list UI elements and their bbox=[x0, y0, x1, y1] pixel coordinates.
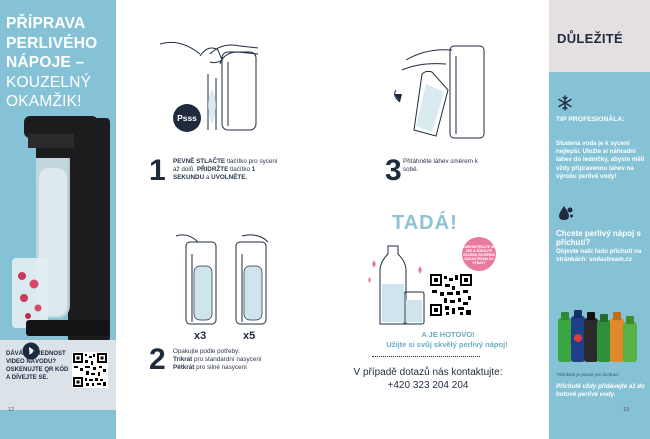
step-2-line-2-rest: pro standardní nasycení bbox=[192, 356, 262, 363]
contact-phone[interactable]: +420 323 204 204 bbox=[387, 380, 469, 391]
flavor-bottles-image bbox=[556, 308, 642, 364]
left-title-line-3: NÁPOJE – bbox=[6, 54, 85, 71]
step-2-multiplier-5: x5 bbox=[243, 330, 256, 342]
flavor-advice: Příchutě vždy přidávejte až do hotové perlivé vody. bbox=[556, 383, 645, 398]
step-1-part-7: UVOLNĚTE. bbox=[211, 174, 248, 181]
step-2-line-2-bold: Trikrát bbox=[173, 356, 193, 363]
step-2-text bbox=[173, 348, 303, 372]
done-line-1: A JE HOTOVO! bbox=[421, 330, 475, 339]
step-3-illustration bbox=[386, 40, 496, 140]
snowflake-icon bbox=[557, 95, 573, 111]
done-line-2: Užijte si svůj skvělý perlivý nápoj! bbox=[386, 340, 508, 349]
step-1-part-3: PŘIDRŽTE bbox=[196, 166, 229, 173]
pro-tip-heading: TIP PROFESIONÁLA: bbox=[556, 116, 625, 123]
register-badge[interactable]: ZAREGISTRUJTE SE ZDE A ZÍSKEJTE ZDARMA ZKUŠEBNÍ SODASTREAM DO VÝBAVY bbox=[462, 237, 496, 271]
flavor-drop-icon bbox=[558, 204, 574, 222]
video-guide-title: DÁVÁTE PŘEDNOST VIDEO NÁVODU? bbox=[6, 351, 66, 365]
step-1-part-2: tlačítko pro sycení až dolů. bbox=[173, 158, 278, 173]
step-1-text bbox=[173, 158, 283, 182]
step-2-line-3-rest: pro silné nasycení bbox=[194, 364, 247, 371]
step-2-number: 2 bbox=[149, 343, 166, 376]
left-title-line-4: KOUZELNÝ bbox=[6, 73, 92, 91]
step-3-number: 3 bbox=[385, 154, 402, 187]
pro-tip-body: Studená voda je k sycení nejlepší. Uložte si náhradní lahev do ledničky, abyste měli vždy připravenou lahev na výrobu perlivé vody! bbox=[556, 140, 645, 180]
video-qr-code[interactable] bbox=[72, 352, 108, 388]
illustration-note: *Obrázek je pouze pro ilustraci bbox=[556, 372, 619, 377]
step-3-text: Přitáhněte láhev směrem k sobě. bbox=[403, 158, 478, 173]
tada-heading: TADÁ! bbox=[392, 212, 458, 234]
video-guide-subtitle: OSKENUJTE QR KÓD A DÍVEJTE SE. bbox=[6, 367, 69, 381]
step-2-line-3-bold: Pětkrát bbox=[173, 364, 195, 371]
contact-label: V případě dotazů nás kontaktujte: bbox=[353, 367, 503, 378]
left-title-line-5: OKAMŽIK! bbox=[6, 93, 82, 110]
step-1-illustration bbox=[160, 34, 270, 134]
step-1-part-5: 1 SEKUNDU bbox=[173, 166, 256, 181]
step-2-line-1: Opakujte podle potřeby: bbox=[173, 348, 240, 355]
left-title-line-1: PŘÍPRAVA bbox=[6, 15, 86, 32]
left-title bbox=[6, 14, 114, 112]
sodastream-machine-image bbox=[6, 108, 110, 348]
flavor-body: Objevte naši řadu příchutí na stránkách: sodastream.cz bbox=[556, 248, 642, 264]
step-2-multiplier-3: x3 bbox=[194, 330, 207, 342]
dotted-divider bbox=[372, 356, 480, 357]
page-number-right: 13 bbox=[623, 407, 630, 413]
step-2-illustration bbox=[172, 232, 282, 330]
step-1-number: 1 bbox=[149, 154, 166, 187]
important-title: DŮLEŽITÉ bbox=[557, 31, 623, 46]
psss-bubble: Psss bbox=[177, 113, 197, 123]
step-1-part-4: tlačítko bbox=[228, 166, 252, 173]
finished-bottle-illustration bbox=[364, 240, 474, 328]
step-1-part-6: a bbox=[204, 174, 212, 181]
left-title-line-2: PERLIVÉHO bbox=[6, 34, 98, 52]
page-number-left: 12 bbox=[8, 407, 15, 413]
step-1-part-1: PEVNĚ STLAČTE bbox=[173, 158, 226, 165]
video-guide-text bbox=[6, 351, 70, 382]
flavor-heading: Chcete perlivý nápoj s příchutí? bbox=[556, 229, 641, 247]
